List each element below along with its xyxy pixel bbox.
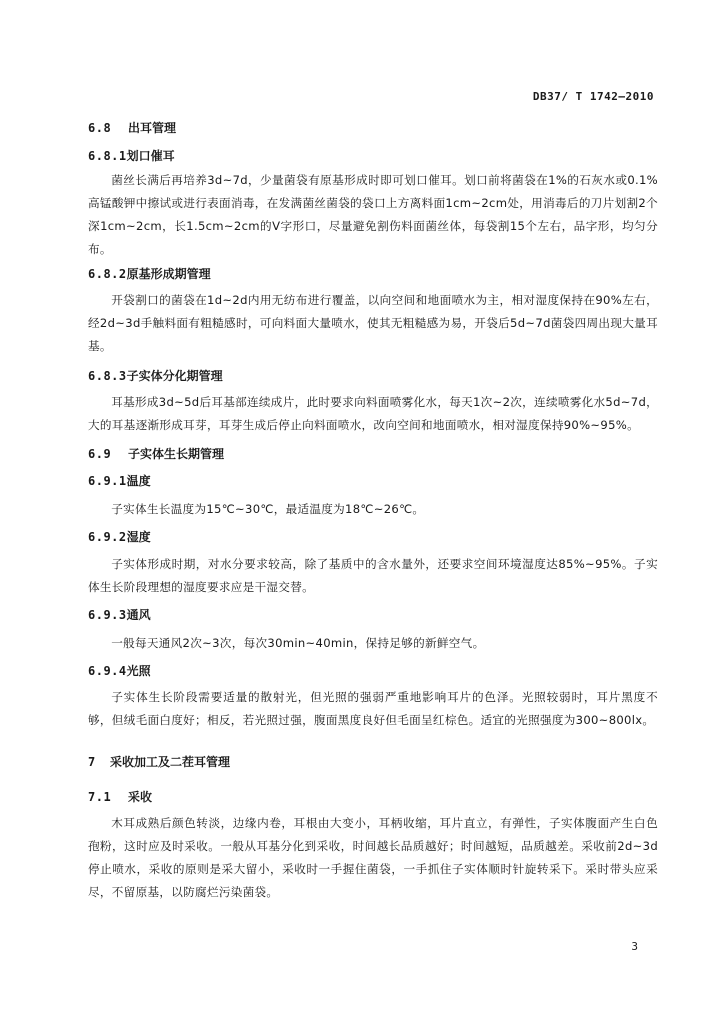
- section-number: 6.8: [88, 121, 112, 135]
- section-number: 7: [88, 755, 96, 769]
- document-body: [88, 120, 658, 904]
- subsection-heading: [88, 607, 658, 624]
- section-title: 子实体分化期管理: [126, 369, 223, 383]
- section-title: 出耳管理: [128, 121, 177, 135]
- section-title: 划口催耳: [126, 149, 175, 163]
- section-title: 采收加工及二茬耳管理: [110, 755, 231, 769]
- subsection-heading: [88, 368, 658, 385]
- section-title: 采收: [128, 790, 153, 804]
- section-number: 6.9.2: [88, 530, 127, 544]
- section-number: 6.9.3: [88, 608, 127, 622]
- chapter-heading: [88, 754, 658, 771]
- subsection-heading: [88, 473, 658, 490]
- paragraph: 耳基形成3d~5d后耳基部连续成片，此时要求向料面喷雾化水，每天1次~2次，连续喷雾化水5d~7d，大的耳基逐渐形成耳芽，耳芽生成后停止向料面喷水，改向空间和地面喷水，相对湿度保持90%~95%。: [88, 395, 658, 432]
- paragraph: 子实体形成时期，对水分要求较高，除了基质中的含水量外，还要求空间环境湿度达85%~95%。子实体生长阶段理想的湿度要求应是干湿交替。: [88, 557, 658, 594]
- section-heading: [88, 120, 658, 137]
- section-number: 6.9.4: [88, 664, 127, 678]
- section-title: 温度: [126, 474, 151, 488]
- subsection-heading: [88, 529, 658, 546]
- section-title: 湿度: [126, 530, 151, 544]
- section-number: 6.8.1: [88, 149, 127, 163]
- section-number: 6.8.2: [88, 267, 127, 281]
- section-number: 6.8.3: [88, 369, 127, 383]
- subsection-heading: [88, 148, 658, 165]
- document-id: DB37/ T 1742—2010: [532, 90, 654, 103]
- paragraph: 子实体生长阶段需要适量的散射光，但光照的强弱严重地影响耳片的色泽。光照较弱时，耳片黑度不够，但绒毛面白度好；相反，若光照过强，腹面黑度良好但毛面呈红棕色。适宜的光照强度为300~800lx。: [88, 690, 658, 727]
- section-number: 7.1: [88, 790, 112, 804]
- section-heading: [88, 789, 658, 806]
- page-number: 3: [631, 940, 638, 953]
- section-number: 6.9.1: [88, 474, 127, 488]
- section-heading: [88, 446, 658, 463]
- subsection-heading: [88, 266, 658, 283]
- paragraph: 菌丝长满后再培养3d~7d，少量菌袋有原基形成时即可划口催耳。划口前将菌袋在1%的石灰水或0.1%高锰酸钾中擦试或进行表面消毒，在发满菌丝菌袋的袋口上方离料面1cm~2cm处，用消毒后的刀片划割2个深1cm~2cm，长1.5cm~2cm的V字形口，尽量避免割伤料面菌丝体，每袋割15个左右，品字形，均匀分布。: [88, 173, 658, 256]
- paragraph: 开袋割口的菌袋在1d~2d内用无纺布进行覆盖，以向空间和地面喷水为主，相对湿度保持在90%左右，经2d~3d手触料面有粗糙感时，可向料面大量喷水，使其无粗糙感为易，开袋后5d~7d菌袋四周出现大量耳基。: [88, 293, 658, 353]
- paragraph: 一般每天通风2次~3次，每次30min~40min，保持足够的新鲜空气。: [111, 636, 485, 650]
- section-number: 6.9: [88, 447, 112, 461]
- subsection-heading: [88, 663, 658, 680]
- section-title: 光照: [126, 664, 151, 678]
- paragraph: 子实体生长温度为15℃~30℃，最适温度为18℃~26℃。: [111, 502, 425, 516]
- paragraph: 木耳成熟后颜色转淡，边缘内卷，耳根由大变小，耳柄收缩，耳片直立，有弹性，子实体腹面产生白色孢粉，这时应及时采收。一般从耳基分化到采收，时间越长品质越好；时间越短，品质越差。采收前2d~3d停止喷水，采收的原则是采大留小，采收时一手握住菌袋，一手抓住子实体顺时针旋转采下。采时带头应采尽，不留原基，以防腐烂污染菌袋。: [88, 816, 658, 899]
- section-title: 通风: [126, 608, 151, 622]
- section-title: 子实体生长期管理: [128, 447, 225, 461]
- section-title: 原基形成期管理: [126, 267, 211, 281]
